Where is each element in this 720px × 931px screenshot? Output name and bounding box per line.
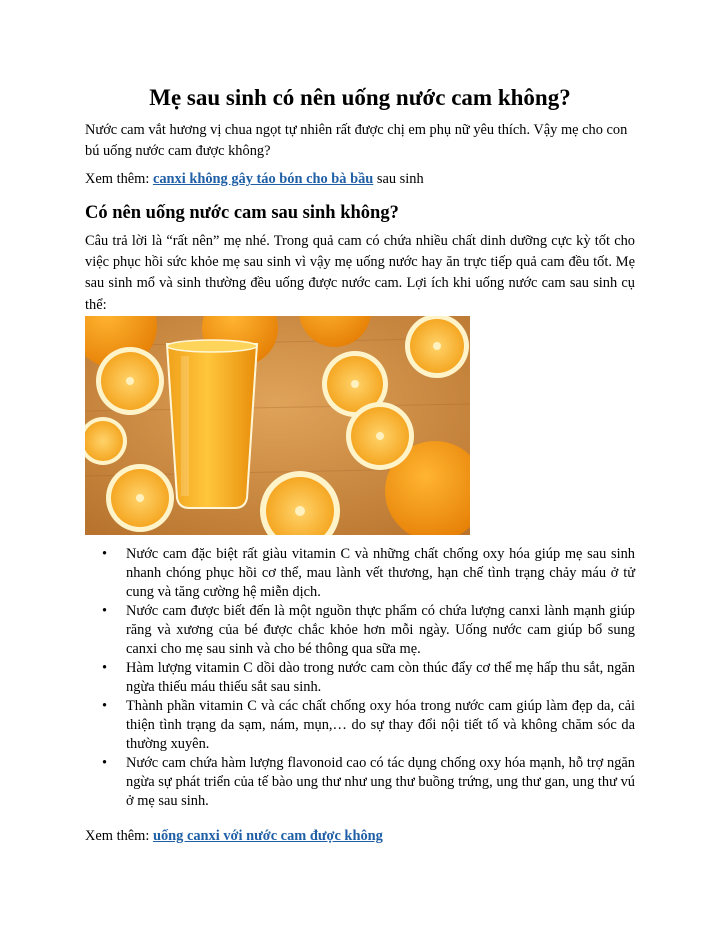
list-item (85, 754, 635, 811)
bullet-icon: • (102, 698, 108, 714)
see-also-1-link[interactable]: canxi không gây táo bón cho bà bầu (152, 171, 374, 187)
see-also-2 (85, 826, 635, 847)
orange-juice-photo (85, 316, 470, 535)
bullet-icon: • (102, 603, 108, 619)
benefit-text: Nước cam chứa hàm lượng flavonoid cao có tác dụng chống oxy hóa mạnh, hỗ trợ ngăn ngừa sự phát triển của tế bào ung thư như ung thư buồng trứng, ung thư gan, ung thư vú ở mẹ sau sinh. (126, 755, 635, 809)
benefit-text: Nước cam được biết đến là một nguồn thực phẩm có chứa lượng canxi lành mạnh giúp răng và xương của bé được chắc khỏe hơn mỗi ngày. Uống nước cam giúp bổ sung canxi cho mẹ sau sinh và cho bé thông qua sữa mẹ. (126, 603, 635, 657)
see-also-2-link[interactable]: uống canxi với nước cam được không (152, 828, 383, 844)
benefit-text: Thành phần vitamin C và các chất chống oxy hóa trong nước cam giúp làm đẹp da, cải thiện tình trạng da sạm, nám, mụn,… do sự thay đổi nội tiết tố và không chăm sóc da thường xuyên. (126, 698, 635, 752)
bullet-icon: • (102, 660, 108, 676)
page-title: Mẹ sau sinh có nên uống nước cam không? (149, 85, 571, 110)
section-heading: Có nên uống nước cam sau sinh không? (85, 203, 399, 223)
see-also-1-prefix: Xem thêm: (85, 171, 153, 187)
answer-paragraph: Câu trả lời là “rất nên” mẹ nhé. Trong quả cam có chứa nhiều chất dinh dưỡng cực kỳ tốt cho việc phục hồi sức khỏe mẹ sau sinh vì vậy mẹ uống nước hay ăn trực tiếp quả cam đều tốt. Mẹ sau sinh mổ và sinh thường đều uống được nước cam. Lợi ích khi uống nước cam sau sinh cụ thể: (85, 233, 635, 313)
benefit-text: Hàm lượng vitamin C dồi dào trong nước cam còn thúc đẩy cơ thể mẹ hấp thu sắt, ngăn ngừa thiếu máu thiếu sắt sau sinh. (126, 660, 635, 695)
bullet-icon: • (102, 546, 108, 562)
see-also-2-prefix: Xem thêm: (85, 828, 153, 844)
list-item (85, 545, 635, 602)
intro-paragraph: Nước cam vắt hương vị chua ngọt tự nhiên rất được chị em phụ nữ yêu thích. Vậy mẹ cho con bú uống nước cam được không? (85, 122, 628, 159)
see-also-1-suffix: sau sinh (373, 171, 424, 187)
see-also-1 (85, 169, 635, 190)
list-item (85, 659, 635, 697)
list-item (85, 697, 635, 754)
bullet-icon: • (102, 755, 108, 771)
benefit-text: Nước cam đặc biệt rất giàu vitamin C và những chất chống oxy hóa giúp mẹ sau sinh nhanh chóng phục hồi cơ thể, mau lành vết thương, hạn chế tình trạng chảy máu ở tử cung và tăng cường hệ miễn dịch. (126, 546, 635, 600)
list-item (85, 602, 635, 659)
benefits-list (85, 545, 635, 811)
